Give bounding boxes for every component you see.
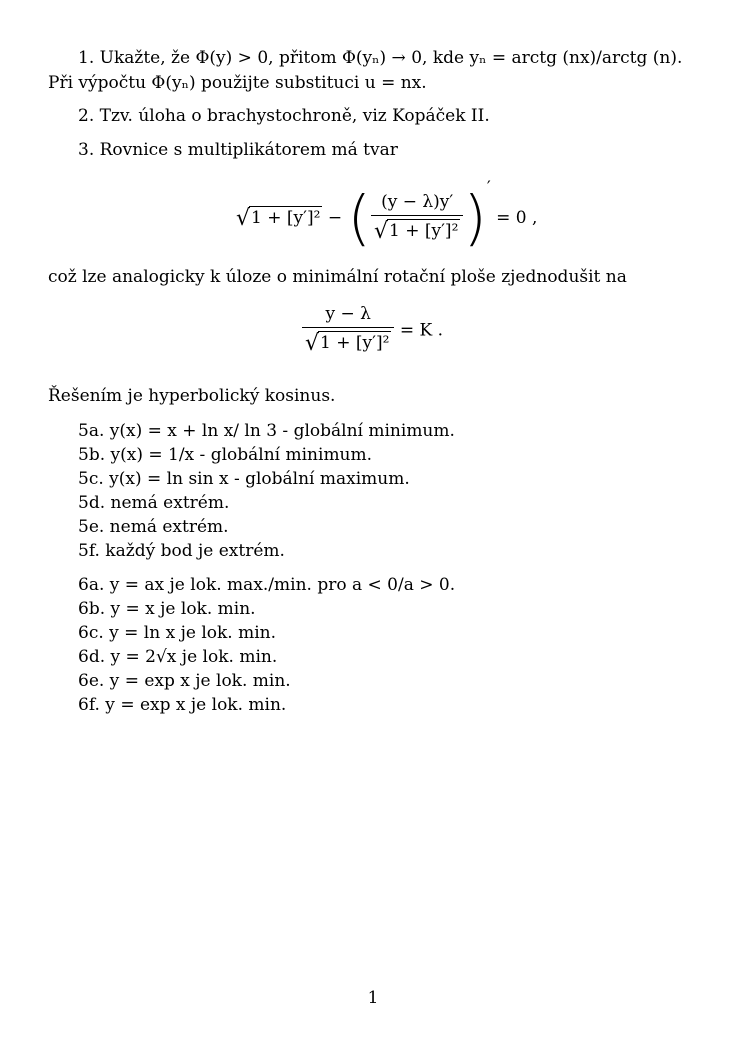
problem-2: 2. Tzv. úloha o brachystochroně, viz Kopáček II. [78, 106, 490, 126]
sqrt-symbol: √ [373, 219, 388, 244]
sqrt-symbol: √ [305, 331, 320, 357]
eq2-denominator-wrap [302, 328, 394, 357]
problem-1-line-1: 1. Ukažte, že Φ(y) > 0, přitom Φ(yₙ) → 0, kde yₙ = arctg (nx)/arctg (n). [78, 48, 683, 68]
list-item-6c: 6c. y = ln x je lok. min. [78, 623, 277, 643]
page-number: 1 [367, 988, 379, 1008]
sqrt-symbol: √ [236, 206, 251, 231]
eq2-fraction [302, 304, 394, 358]
eq1-numerator: (y − λ)y′ [371, 192, 463, 216]
list-item-5d: 5d. nemá extrém. [78, 493, 230, 513]
list-item-5a: 5a. y(x) = x + ln x/ ln 3 - globální minimum. [78, 421, 455, 441]
equation-1 [236, 178, 538, 254]
list-item-5e: 5e. nemá extrém. [78, 517, 229, 537]
eq1-minus: − [327, 208, 343, 228]
eq1-denominator-wrap [371, 216, 463, 245]
problem-3-middle: což lze analogicky k úloze o minimální rotační ploše zjednodušit na [48, 267, 627, 287]
list-item-6d: 6d. y = 2√x je lok. min. [78, 647, 278, 667]
eq2-rhs: = K . [399, 320, 444, 341]
problem-3-intro: 3. Rovnice s multiplikátorem má tvar [78, 140, 398, 160]
eq2-denominator: 1 + [y′]² [320, 333, 390, 354]
list-item-6a: 6a. y = ax je lok. max./min. pro a < 0/a > 0. [78, 575, 456, 595]
eq2-numerator: y − λ [302, 304, 394, 328]
left-paren: ( [347, 183, 371, 254]
list-item-6b: 6b. y = x je lok. min. [78, 599, 256, 619]
problem-1-line-2: Při výpočtu Φ(yₙ) použijte substituci u = nx. [48, 73, 427, 93]
eq1-rhs: = 0 , [496, 208, 538, 228]
eq1-fraction [371, 192, 463, 246]
list-item-5b: 5b. y(x) = 1/x - globální minimum. [78, 445, 373, 465]
eq1-prime: ′ [486, 178, 491, 198]
list-item-6e: 6e. y = exp x je lok. min. [78, 671, 291, 691]
list-item-5c: 5c. y(x) = ln sin x - globální maximum. [78, 469, 410, 489]
list-item-6f: 6f. y = exp x je lok. min. [78, 695, 287, 715]
equation-2 [302, 304, 443, 358]
right-paren: ) [463, 183, 487, 254]
list-item-5f: 5f. každý bod je extrém. [78, 541, 285, 561]
eq1-left-radicand: 1 + [y′]² [251, 208, 321, 228]
eq1-denominator: 1 + [y′]² [388, 221, 459, 241]
problem-3-conclusion: Řešením je hyperbolický kosinus. [48, 386, 336, 406]
